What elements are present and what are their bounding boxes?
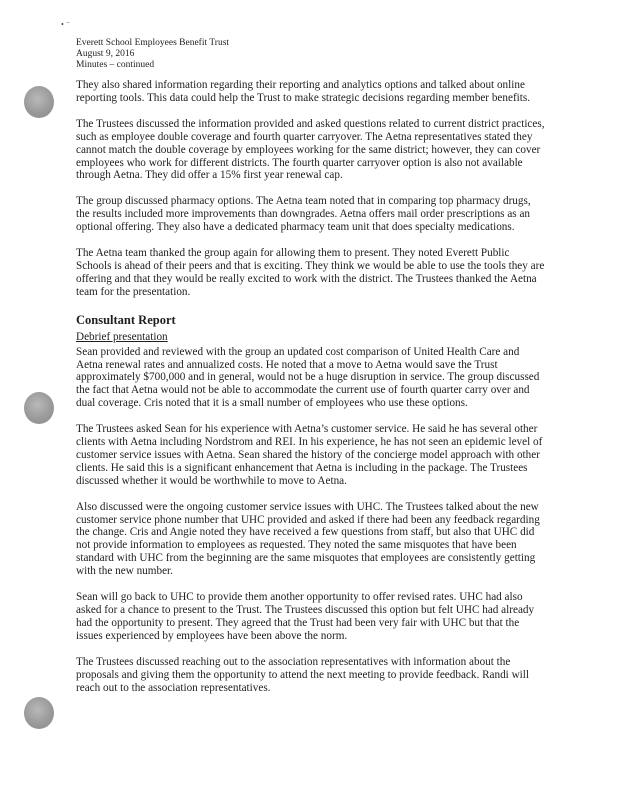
section-title: Consultant Report (76, 312, 176, 327)
paragraph: They also shared information regarding their reporting and analytics options and talked about online reporting tools. This data could help the Trust to make strategic decisions regarding member benefits. (76, 79, 531, 104)
paragraph: The Trustees discussed the information provided and asked questions related to current district practices, such as employee double coverage and fourth quarter carryover. The Aetna representatives stated they cannot match the double coverage by employees working for the same district; however, they can cover employees who work for different districts. The fourth quarter carryover option is also not available through Aetna. They did offer a 15% first year renewal cap. (76, 117, 545, 182)
header-minutes: Minutes – continued (76, 60, 155, 70)
scan-mark-icon: • ⁻ (61, 20, 71, 29)
paragraph: Also discussed were the ongoing customer service issues with UHC. The Trustees talked about the new customer service phone number that UHC provided and asked if there had been any feedback regarding the change. Cris and Angie noted they have received a few questions from staff, but also that UHC did not provide information to employees as requested. They noted the same misquotes that have been standard with UHC from the beginning are the same misquotes that employees are consistently getting with the new number. (76, 500, 540, 578)
header-org: Everett School Employees Benefit Trust (76, 38, 230, 48)
paragraph: Sean will go back to UHC to provide them another opportunity to offer revised rates. UHC had also asked for a chance to present to the Trust. The Trustees discussed this option but felt UHC had already had the opportunity to present. They agreed that the Trust had been very fair with UHC but that the issues experienced by employees have been above the norm. (76, 591, 535, 642)
paragraph: The group discussed pharmacy options. The Aetna team noted that in comparing top pharmacy drugs, the results included more improvements than downgrades. Aetna offers mail order prescriptions as an optional offering. They also have a dedicated pharmacy team unit that does specialty medications. (76, 195, 531, 234)
paragraph: Sean provided and reviewed with the group an updated cost comparison of United Health Care and Aetna renewal rates and annualized costs. He noted that a move to Aetna would save the Trust approximately $700,000 and in general, would not be a huge disruption in service. The group discussed the fact that Aetna would not be able to accommodate the current use of fourth quarter carry over and dual coverage. Cris noted that it is a small number of employees who use these options. (76, 345, 540, 410)
paragraph: The Aetna team thanked the group again for allowing them to present. They noted Everett Public Schools is ahead of their peers and that is exciting. They think we would be able to use the tools they are offering and that they would be really excited to work with the district. The Trustees thanked the Aetna team for the presentation. (76, 247, 545, 298)
paragraph: The Trustees asked Sean for his experience with Aetna’s customer service. He said he has several other clients with Aetna including Nordstrom and REI. In his experience, he has not seen an epidemic level of customer service issues with Aetna. Sean shared the history of the concierge model approach with other clients. He said this is a significant enhancement that Aetna is including in the package. The Trustees discussed whether it would be worthwhile to move to Aetna. (76, 423, 543, 487)
document-header (76, 38, 229, 71)
section-subheading: Debrief presentation (76, 330, 168, 343)
paragraph: The Trustees discussed reaching out to the association representatives with information about the proposals and giving them the opportunity to attend the next meeting to provide feedback. Randi will reach out to the association representatives. (76, 655, 529, 694)
punch-hole-icon (24, 86, 54, 118)
header-date: August 9, 2016 (76, 49, 135, 59)
document-body (76, 79, 546, 707)
punch-hole-icon (24, 697, 54, 729)
punch-hole-icon (24, 392, 54, 424)
